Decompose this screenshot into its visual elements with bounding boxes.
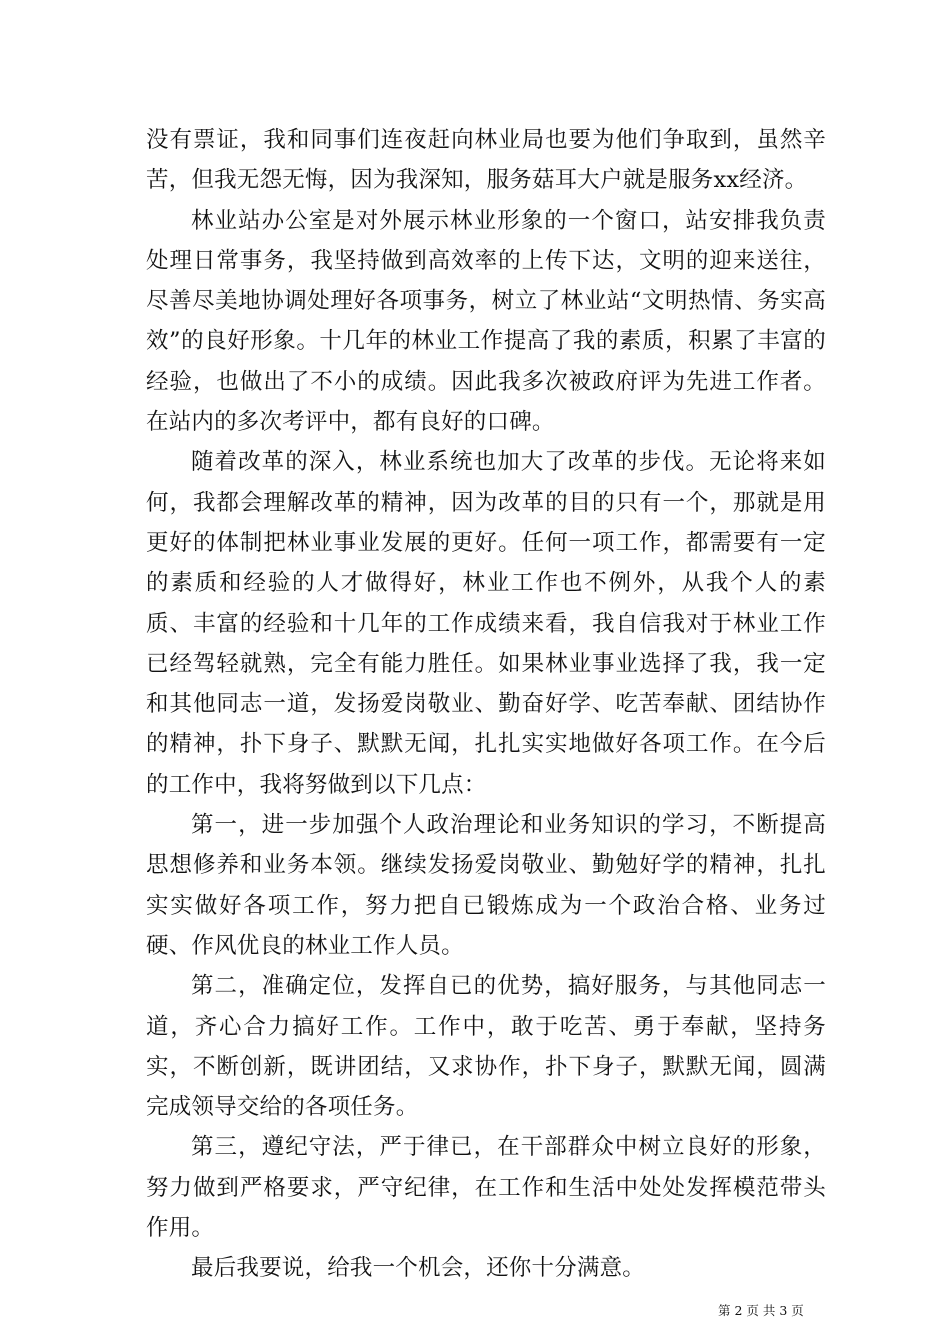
- page-number-footer: 第 2 页 共 3 页: [718, 1303, 804, 1318]
- paragraph-continuation: 没有票证，我和同事们连夜赶向林业局也要为他们争取到，虽然辛苦，但我无怨无悔，因为我深知，服务菇耳大户就是服务xx经济。: [146, 127, 826, 194]
- paragraph-point-two: 第二，准确定位，发挥自已的优势，搞好服务，与其他同志一道，齐心合力搞好工作。工作中，敢于吃苦、勇于奉献，坚持务实，不断创新，既讲团结，又求协作，扑下身子，默默无闻，圆满完成领导交给的各项任务。: [146, 973, 826, 1121]
- paragraph-office-window: 林业站办公室是对外展示林业形象的一个窗口，站安排我负责处理日常事务，我坚持做到高效率的上传下达，文明的迎来送往，尽善尽美地协调处理好各项事务，树立了林业站“文明热情、务实高效”的良好形象。十几年的林业工作提高了我的素质，积累了丰富的经验，也做出了不小的成绩。因此我多次被政府评为先进工作者。在站内的多次考评中，都有良好的口碑。: [146, 207, 826, 436]
- paragraph-reform: 随着改革的深入，林业系统也加大了改革的步伐。无论将来如何，我都会理解改革的精神，因为改革的目的只有一个，那就是用更好的体制把林业事业发展的更好。任何一项工作，都需要有一定的素质和经验的人才做得好，林业工作也不例外，从我个人的素质、丰富的经验和十几年的工作成绩来看，我自信我对于林业工作已经驾轻就熟，完全有能力胜任。如果林业事业选择了我，我一定和其他同志一道，发扬爱岗敬业、勤奋好学、吃苦奉献、团结协作的精神，扑下身子、默默无闻，扎扎实实地做好各项工作。在今后的工作中，我将努做到以下几点：: [146, 449, 826, 798]
- document-body: [146, 120, 826, 1289]
- paragraph-point-one: 第一，进一步加强个人政治理论和业务知识的学习，不断提高思想修养和业务本领。继续发扬爱岗敬业、勤勉好学的精神，扎扎实实做好各项工作，努力把自已锻炼成为一个政治合格、业务过硬、作风优良的林业工作人员。: [146, 812, 826, 959]
- paragraph-closing: 最后我要说，给我一个机会，还你十分满意。: [191, 1255, 646, 1282]
- paragraph-point-three: 第三，遵纪守法，严于律已，在干部群众中树立良好的形象，努力做到严格要求，严守纪律，在工作和生活中处处发挥模范带头作用。: [146, 1134, 826, 1242]
